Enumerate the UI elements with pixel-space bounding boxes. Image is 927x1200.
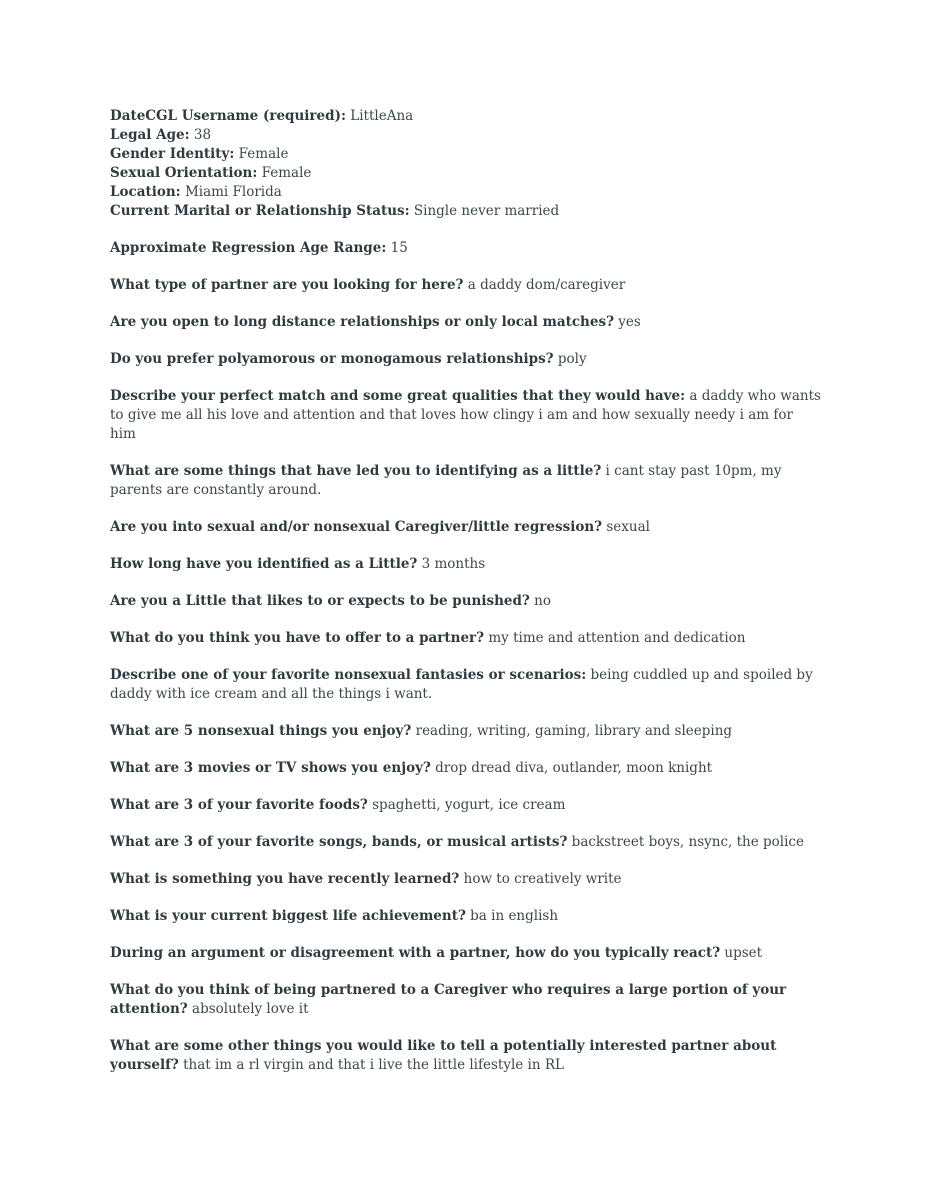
profile-field-value: Female — [261, 165, 312, 181]
question-text: Approximate Regression Age Range: — [110, 240, 387, 256]
answer-text: reading, writing, gaming, library and sleeping — [415, 723, 733, 739]
answer-text: 3 months — [421, 556, 486, 572]
answer-text: how to creatively write — [463, 871, 622, 887]
qa-block — [110, 276, 822, 295]
answer-text: backstreet boys, nsync, the police — [571, 834, 804, 850]
profile-field-row — [110, 107, 822, 126]
question-text: Are you a Little that likes to or expects to be punished? — [110, 593, 530, 609]
qa-block — [110, 1037, 822, 1075]
qa-block — [110, 796, 822, 815]
qa-block — [110, 907, 822, 926]
question-text: What do you think you have to offer to a partner? — [110, 630, 485, 646]
qa-block — [110, 981, 822, 1019]
answer-text: being cuddled up and spoiled by daddy with ice cream and all the things i want. — [110, 667, 813, 702]
profile-field-value: Single never married — [413, 203, 560, 219]
profile-header-block — [110, 107, 822, 221]
question-text: During an argument or disagreement with a partner, how do you typically react? — [110, 945, 721, 961]
profile-field-value: 38 — [193, 127, 212, 143]
profile-field-label: Current Marital or Relationship Status: — [110, 203, 410, 219]
question-text: What are 3 movies or TV shows you enjoy? — [110, 760, 431, 776]
profile-field-value: Female — [238, 146, 289, 162]
profile-field-row — [110, 202, 822, 221]
answer-text: spaghetti, yogurt, ice cream — [372, 797, 566, 813]
answer-text: sexual — [606, 519, 650, 535]
profile-field-row — [110, 145, 822, 164]
profile-field-value: LittleAna — [350, 108, 414, 124]
answer-text: my time and attention and dedication — [488, 630, 746, 646]
question-text: What are some other things you would like to tell a potentially interested partner about yourself? — [110, 1038, 777, 1073]
answer-text: i cant stay past 10pm, my parents are constantly around. — [110, 463, 782, 498]
profile-field-label: Location: — [110, 184, 181, 200]
profile-field-row — [110, 183, 822, 202]
qa-block — [110, 313, 822, 332]
profile-field-label: DateCGL Username (required): — [110, 108, 346, 124]
question-text: Do you prefer polyamorous or monogamous relationships? — [110, 351, 554, 367]
profile-field-label: Sexual Orientation: — [110, 165, 258, 181]
answer-text: ba in english — [470, 908, 559, 924]
profile-field-label: Legal Age: — [110, 127, 190, 143]
question-text: What are 3 of your favorite foods? — [110, 797, 368, 813]
profile-field-row — [110, 126, 822, 145]
qa-block — [110, 629, 822, 648]
answer-text: absolutely love it — [192, 1001, 309, 1017]
question-text: Are you open to long distance relationships or only local matches? — [110, 314, 614, 330]
profile-field-label: Gender Identity: — [110, 146, 235, 162]
question-text: What is your current biggest life achievement? — [110, 908, 466, 924]
answer-text: a daddy dom/caregiver — [467, 277, 626, 293]
question-text: What are some things that have led you to identifying as a little? — [110, 463, 602, 479]
answer-text: yes — [618, 314, 641, 330]
qa-block — [110, 518, 822, 537]
question-text: How long have you identified as a Little? — [110, 556, 418, 572]
qa-block — [110, 944, 822, 963]
question-text: What type of partner are you looking for here? — [110, 277, 464, 293]
answer-text: that im a rl virgin and that i live the little lifestyle in RL — [183, 1057, 564, 1073]
answer-text: a daddy who wants to give me all his love and attention and that loves how clingy i am and how sexually needy i am for him — [110, 388, 821, 442]
profile-document — [110, 107, 822, 1075]
qa-block — [110, 759, 822, 778]
question-text: Are you into sexual and/or nonsexual Caregiver/little regression? — [110, 519, 603, 535]
answer-text: upset — [724, 945, 763, 961]
question-text: What are 3 of your favorite songs, bands, or musical artists? — [110, 834, 568, 850]
qa-block — [110, 870, 822, 889]
question-text: What is something you have recently learned? — [110, 871, 460, 887]
question-text: Describe one of your favorite nonsexual fantasies or scenarios: — [110, 667, 587, 683]
answer-text: poly — [557, 351, 587, 367]
questions-section — [110, 239, 822, 1075]
question-text: What do you think of being partnered to a Caregiver who requires a large portion of your attention? — [110, 982, 787, 1017]
qa-block — [110, 462, 822, 500]
answer-text: no — [534, 593, 551, 609]
profile-field-value: Miami Florida — [184, 184, 282, 200]
answer-text: drop dread diva, outlander, moon knight — [435, 760, 713, 776]
qa-block — [110, 387, 822, 444]
qa-block — [110, 833, 822, 852]
question-text: Describe your perfect match and some great qualities that they would have: — [110, 388, 686, 404]
qa-block — [110, 722, 822, 741]
qa-block — [110, 239, 822, 258]
qa-block — [110, 555, 822, 574]
question-text: What are 5 nonsexual things you enjoy? — [110, 723, 412, 739]
answer-text: 15 — [390, 240, 408, 256]
qa-block — [110, 666, 822, 704]
qa-block — [110, 350, 822, 369]
qa-block — [110, 592, 822, 611]
profile-field-row — [110, 164, 822, 183]
